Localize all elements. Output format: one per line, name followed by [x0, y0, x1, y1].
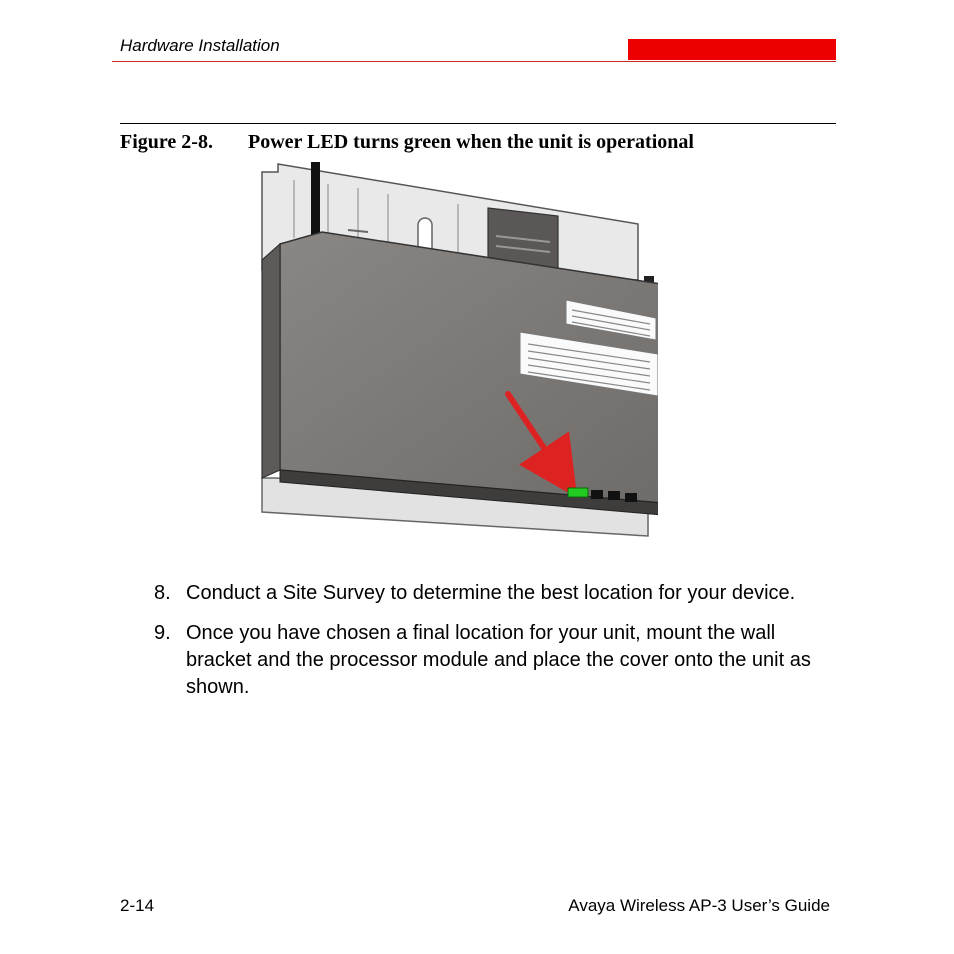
- step-text: Conduct a Site Survey to determine the best location for your device.: [186, 582, 796, 604]
- access-point-drawing: [258, 160, 658, 552]
- step-item: [154, 580, 844, 607]
- status-led-2: [608, 491, 620, 500]
- antenna: [311, 162, 320, 238]
- instruction-steps: [154, 580, 844, 714]
- device-illustration: [258, 160, 658, 552]
- footer-page-number: 2-14: [120, 896, 155, 915]
- step-number: 9.: [154, 622, 171, 644]
- footer-guide-title: Avaya Wireless AP-3 User’s Guide: [568, 896, 830, 915]
- power-led-green: [568, 488, 588, 497]
- figure-caption-text: Power LED turns green when the unit is operational: [248, 131, 694, 153]
- figure-caption: [120, 131, 694, 154]
- status-led-1: [591, 490, 603, 499]
- header-rule: [112, 61, 836, 62]
- step-number: 8.: [154, 582, 171, 604]
- figure-rule: [120, 123, 836, 124]
- step-text: Once you have chosen a final location for your unit, mount the wall bracket and the processor module and place the cover onto the unit as shown.: [186, 622, 811, 698]
- header-section-title: Hardware Installation: [120, 36, 280, 55]
- header-accent-bar: [628, 39, 836, 60]
- status-led-3: [625, 493, 637, 502]
- figure-number: Figure 2-8.: [120, 131, 213, 153]
- step-item: [154, 620, 844, 701]
